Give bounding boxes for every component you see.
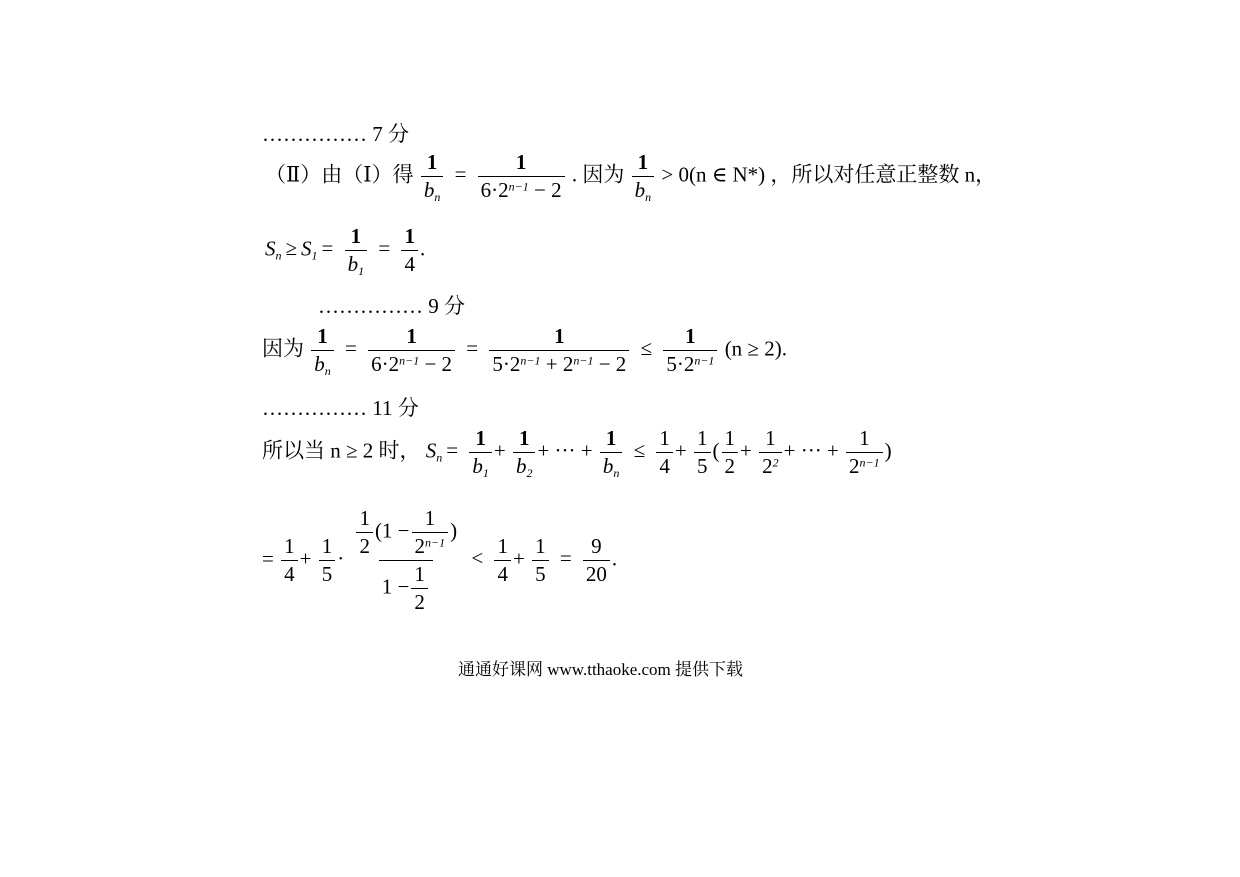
score-9-text: …………… 9 分 xyxy=(318,294,465,318)
part2-condition: > 0(n ∈ N*) xyxy=(661,162,766,187)
score-11-text: …………… 11 分 xyxy=(262,396,419,420)
range-text: (n ≥ 2). xyxy=(724,336,787,361)
score-7-text: …………… 7 分 xyxy=(262,122,409,146)
frac-1-over-b1: $\frac{1}{b_1}$ xyxy=(345,226,368,275)
final-line: = $\frac{1}{4}$ + $\frac{1}{5}$ · $\frac{1}{2}$ (1 − $\frac{1}{2^{n-1}}$ ) 1 − $\frac{1}{2}$ < $\frac{1}{4}$ + $\frac{1}{5}$ = $\frac{9}{20}$ . xyxy=(262,506,618,614)
sn-ge-s1-line: $S_n \ge S_1$ = $\frac{1}{b_1}$ = $\frac{1}{4}$ . xyxy=(265,224,426,279)
part2-intro: （Ⅱ）由（Ⅰ）得 xyxy=(265,162,414,187)
frac-1-over-bn: $\frac{1}{b_n}$ xyxy=(421,152,444,201)
part2-because: . 因为 xyxy=(571,162,625,187)
frac-5-2n: $\frac{1}{5\cdot 2^{n-1}}$ xyxy=(663,326,717,375)
frac-1-over-bn-2: $\frac{1}{b_n}$ xyxy=(632,152,655,201)
sum-line: 所以当 n ≥ 2 时， $S_n$ = $\frac{1}{b_1}$ + $\frac{1}{b_2}$ + ··· + $\frac{1}{b_n}$ ≤ $\frac{1}{4}$ + $\frac{1}{5}$ ( $\frac{1}{2}$ + $\frac{1}{2^2}$ + ··· + $\frac{1}{2^{n-1}}$ ) xyxy=(262,426,892,481)
part2-conclusion: ，所以对任意正整数 n， xyxy=(770,162,997,187)
score-9-marker xyxy=(318,296,465,317)
footer-text: 通通好课网 www.tthaoke.com 提供下载 xyxy=(458,660,744,679)
frac-6-2n: $\frac{1}{6\cdot 2^{n-1} - 2}$ xyxy=(478,152,565,201)
part2-line: （Ⅱ）由（Ⅰ）得 $\frac{1}{b_n}$ = $\frac{1}{6\cdot 2^{n-1} - 2}$ . 因为 $\frac{1}{b_n}$ > 0(n ∈ N*) ，所以对任意正整数 n， xyxy=(265,150,997,205)
big-fraction: $\frac{1}{2}$ (1 − $\frac{1}{2^{n-1}}$ ) 1 − $\frac{1}{2}$ xyxy=(351,508,460,613)
frac-1-over-bn-3: $\frac{1}{b_n}$ xyxy=(311,326,334,375)
score-11-marker xyxy=(262,398,419,419)
when-text: 所以当 n ≥ 2 时， xyxy=(262,438,421,463)
score-7-marker xyxy=(262,124,409,145)
inequality-line: 因为 $\frac{1}{b_n}$ = $\frac{1}{6\cdot 2^{n-1} - 2}$ = $\frac{1}{5\cdot 2^{n-1} + 2^{n-1} - 2}$ ≤ $\frac{1}{5\cdot 2^{n-1}}$ (n ≥ 2). xyxy=(262,324,787,379)
frac-5-2n-plus: $\frac{1}{5\cdot 2^{n-1} + 2^{n-1} - 2}$ xyxy=(489,326,629,375)
because2-text: 因为 xyxy=(262,336,304,361)
frac-6-2n-2: $\frac{1}{6\cdot 2^{n-1} - 2}$ xyxy=(368,326,455,375)
frac-1-over-4: $\frac{1}{4}$ xyxy=(401,226,418,275)
